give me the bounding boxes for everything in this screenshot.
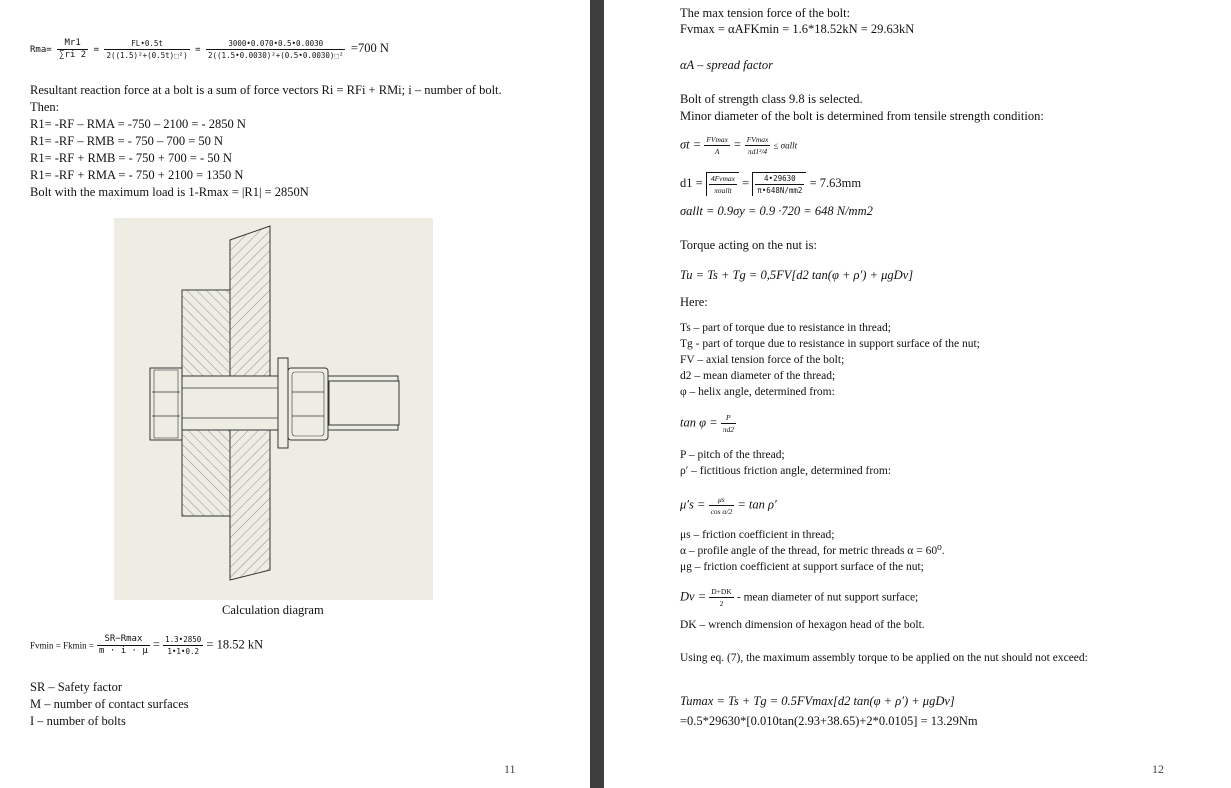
pitch-def: P – pitch of the thread; [680,449,785,461]
rma-f1-den: ∑ri 2 [59,50,87,60]
diagram-caption: Calculation diagram [222,603,324,617]
d1-f1-num: 4Fvmax [710,174,735,183]
mu-den: cos α/2 [710,507,733,516]
torque-title: Torque acting on the nut is: [680,238,817,252]
then-label: Then: [30,100,60,114]
mu-formula [680,494,777,517]
d1-result: = 7.63mm [809,175,862,190]
torque-formula: Tu = Ts + Tg = 0,5FV[d2 tan(φ + ρ′) + μgDv] [680,268,914,282]
here-def-2: Tg - part of torque due to resistance in support surface of the nut; [680,338,980,350]
page-number-12: 12 [1152,762,1164,776]
sigma-f1-den: A [714,147,720,156]
rma-lhs: Rma= [30,45,52,55]
sigma-lhs: σt = [680,137,702,152]
sigma-allt-line: σallt = 0.9σy = 0.9 ·720 = 648 N/mm2 [680,204,873,218]
tan-formula [680,412,736,435]
d1-f1-den: πσallt [714,186,732,195]
rma-f3-num: 3000•0.070•0.5•0.0030 [206,38,345,50]
here-def-1: Ts – part of torque due to resistance in thread; [680,322,891,334]
tan-den: πd2 [722,425,734,434]
tan-lhs: tan φ = [680,415,718,430]
dv-formula [680,586,918,609]
bolt-end [329,381,399,425]
rma-f2-den: 2((1.5)²+(0.5t)⬚²) [106,51,188,60]
fvmin-formula: Fvmin = Fkmin = $\frac{SR-Rmax}{m \cdot i \cdot \mu}$ = $\frac{1.3•2850}{1•1•0.2}$ = 18.52 kN [30,634,264,656]
def-m: M – number of contact surfaces [30,697,189,711]
rma-formula: Rma= $\frac{Mr1}{\sum ri 2}$ = $\frac{FL•0.5t}{\text{2((1.5)²+(0.5t)⬚²)}}$ = $\frac{3000•0.070•0.5•0.0030}{\text{2((1.5•0.0030)²+(0.5•0.0030)⬚²}}$ =700 N [30,38,389,60]
dk-def: DK – wrench dimension of hexagon head of the bolt. [680,619,925,631]
here-def-4: d2 – mean diameter of the thread; [680,370,836,382]
max-load-line: Bolt with the maximum load is 1-Rmax = |R1| = 2850N [30,185,309,199]
dv-lhs: Dv = [680,589,707,604]
d1-lhs: d1 = [680,175,703,190]
bolt-head [150,368,182,440]
r-line-2: R1= -RF – RMB = - 750 – 700 = 50 N [30,134,224,148]
sigma-formula: σt = $\frac{FVmax}{A}$ = $\frac{FVmax}{\text{πd1²/4}}$ ≤ σallt [680,135,798,156]
friction-angle-def: ρ′ – fictitious friction angle, determined from: [680,465,892,477]
fvmax-line: Fvmax = αAFKmin = 1.6*18.52kN = 29.63kN [680,22,915,36]
page-11 [0,0,590,788]
rma-result: =700 N [350,41,389,55]
fvmin-lhs: Fvmin = Fkmin = [30,640,94,651]
fvmin-f2-den: 1•1•0.2 [167,647,199,656]
rma-f1-num: Mr1 [57,38,88,50]
washer [278,358,288,448]
here-label: Here: [680,295,708,309]
page-number-11: 11 [504,762,516,776]
mu-num: μs [709,494,735,506]
page-12 [604,0,1231,788]
using-eq: Using eq. (7), the maximum assembly torque to be applied on the nut should not exceed: [680,652,1088,664]
mu-lhs: μ′s = [680,497,706,512]
spread-factor: αA – spread factor [680,58,774,72]
sigma-f2-den: πd1²/4 [747,147,768,156]
mu-def-1: μs – friction coefficient in thread; [680,529,835,541]
r-line-1: R1= -RF – RMA = -750 – 2100 = - 2850 N [30,117,246,131]
calculation-diagram [114,218,433,600]
minor-diameter-text: Minor diameter of the bolt is determined from tensile strength condition: [680,109,1044,123]
dv-den: 2 [719,599,724,608]
nut [288,368,328,440]
bolt-joint-drawing [114,218,433,600]
tan-num: P [721,412,736,424]
dv-rhs: - mean diameter of nut support surface; [736,591,919,604]
bolt-class: Bolt of strength class 9.8 is selected. [680,92,863,106]
fvmin-f1-den: m · i · μ [99,646,148,656]
mu-rhs: = tan ρ′ [737,497,777,512]
max-tension-title: The max tension force of the bolt: [680,6,851,20]
d1-f2-num: 4•29630 [755,173,804,185]
fvmin-f1-num: SR−Rmax [97,634,150,646]
r-line-3: R1= -RF + RMB = - 750 + 700 = - 50 N [30,151,232,165]
fvmin-f2-num: 1.3•2850 [165,635,202,644]
d1-formula: d1 = $\frac{4Fvmax}{\text{πσallt}}$ = $\frac{4•29630}{\pi•648N/mm2}$ = 7.63mm [680,174,862,195]
tumax-formula: Tumax = Ts + Tg = 0.5FVmax[d2 tan(φ + ρ′) + μgDv] [680,694,955,708]
rma-f3-den: 2((1.5•0.0030)²+(0.5•0.0030)⬚² [208,51,344,60]
r-line-4: R1= -RF + RMA = - 750 + 2100 = 1350 N [30,168,244,182]
sigma-f1-num: FVmax [706,135,728,144]
fvmin-result: = 18.52 kN [206,637,264,652]
def-sr: SR – Safety factor [30,680,122,694]
here-def-3: FV – axial tension force of the bolt; [680,354,845,366]
page-gutter [590,0,604,788]
resultant-line: Resultant reaction force at a bolt is a sum of force vectors Ri = RFi + RMi; i – number of bolt. [30,83,502,97]
sigma-f2-num: FVmax [746,135,769,144]
def-i: I – number of bolts [30,714,126,728]
sigma-rhs: ≤ σallt [773,140,798,151]
d1-f2-den: π•648N/mm2 [757,186,803,195]
mu-def-2: α – profile angle of the thread, for metric threads α = 60⁰. [680,545,945,557]
rma-f2-num: FL•0.5t [104,38,189,50]
here-def-5: φ – helix angle, determined from: [680,386,835,398]
mu-def-3: μg – friction coefficient at support surface of the nut; [680,561,924,573]
tumax-result: =0.5*29630*[0.010tan(2.93+38.65)+2*0.0105] = 13.29Nm [680,714,978,728]
dv-num: D+DK [711,587,732,596]
